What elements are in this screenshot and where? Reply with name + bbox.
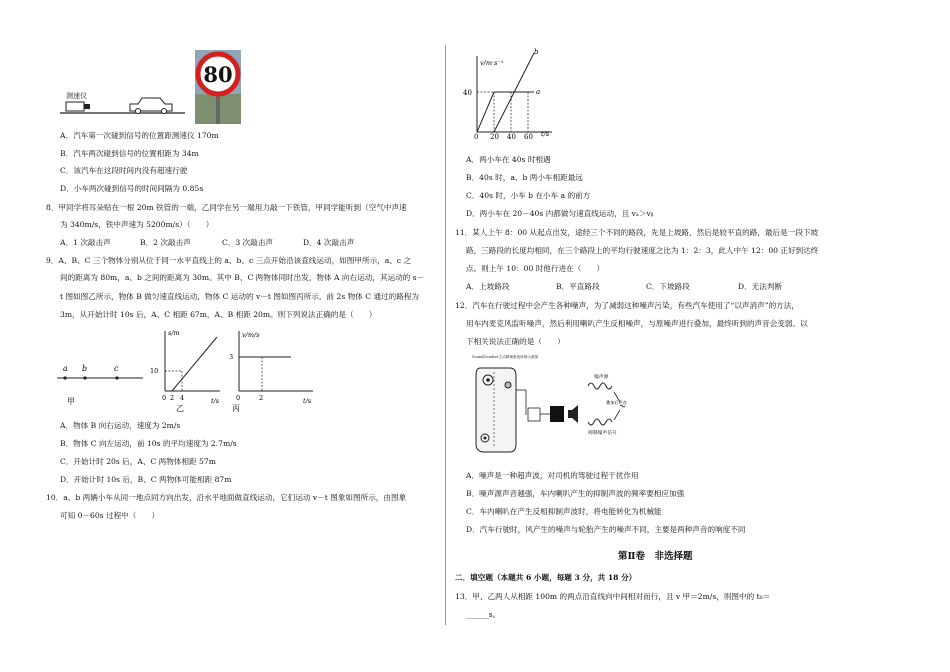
bing-xtick-2: 2: [259, 394, 264, 402]
series-b-label: b: [534, 48, 539, 56]
bing-xtick-0: 0: [236, 394, 241, 402]
speaker-icon: [568, 405, 578, 423]
q13-stem-line1: 13．甲、乙两人从相距 100m 的两点沿直线向中间相对而行，且 v 甲＝2m/s，则图中的 t₀＝: [455, 592, 771, 601]
q12-option-c[interactable]: C．车内喇叭在产生反相抑制声波时，将电能转化为机械能: [466, 507, 662, 516]
yi-ytick: 10: [150, 367, 159, 375]
fill-in-blank-header: 二．填空题（本题共 6 小题，每题 3 分，共 18 分）: [455, 573, 637, 582]
anti-noise-wave: [588, 419, 612, 425]
q9-figure-yi: [145, 325, 225, 415]
q11-option-c[interactable]: C．下坡路段: [646, 282, 690, 291]
q8-stem-line2: 为 340m/s，铁中声速为 5200m/s）（ ）: [60, 220, 214, 229]
fig-bing-caption: 丙: [232, 404, 240, 413]
speed-limit-sign: [195, 50, 241, 124]
noise-source-label: 噪声源: [594, 375, 609, 380]
q9-stem-line1: 9．A、B、C 三个物体分别从位于同一水平直线上的 a、b、c 三点开始沿该直线运动，如图甲所示，a、c 之: [46, 256, 412, 265]
q10-stem-line2: 可知 0－60s 过程中（ ）: [60, 511, 160, 520]
q12-stem-line2: 用车内麦克风监听噪声，然后利用喇叭产生反相噪声，与原噪声进行叠加，最终听到的声音会变弱。以: [466, 319, 808, 328]
fig-yi-caption: 乙: [176, 404, 184, 413]
q12-noise-cancel-diagram: [470, 350, 635, 460]
q10-option-c[interactable]: C．40s 时，小车 b 在小车 a 的前方: [466, 191, 591, 200]
q9-stem-line4: 3m，从开始计时 10s 后，A、C 相距 67m，A、B 相距 20m。则下列说法正确的是（ ）: [60, 310, 377, 319]
diagram-title: SoundComfort主动降噪系统原理示意图: [472, 355, 539, 359]
amplifier-box: [550, 406, 564, 422]
q10-xtick-40: 40: [507, 133, 516, 140]
q11-stem-line3: 点。则上午 10：00 时他行进在（ ）: [466, 264, 605, 273]
q8-option-c[interactable]: C．3 次敲击声: [222, 238, 274, 247]
q9-figure-bing: [225, 325, 320, 415]
q12-stem-line1: 12．汽车在行驶过程中会产生各种噪声，为了减弱这种噪声污染，有些汽车使用了“以声消声”的方法，: [455, 301, 799, 310]
speed-gun-icon: [66, 102, 90, 111]
section-2-title: 第Ⅱ卷 非选择题: [618, 551, 693, 562]
yi-ylabel: s/m: [168, 329, 180, 337]
yi-xtick-4: 4: [180, 394, 185, 402]
q9-stem-line3: t 图如图乙所示，物体 B 做匀速直线运动，物体 C 运动的 v－t 图如图丙所示，前 2s 物体 C 通过的路程为: [60, 292, 420, 301]
q11-option-d[interactable]: D．无法判断: [738, 282, 783, 291]
column-divider: [445, 45, 446, 625]
q9-figure-jia: [55, 355, 145, 410]
q8-option-b[interactable]: B．2 次敲击声: [140, 238, 191, 247]
q7-option-d[interactable]: D．小车两次碰到信号的时间间隔为 0.85s: [60, 184, 204, 193]
series-a-line-rise: [477, 92, 494, 132]
q7-figure: [60, 50, 250, 128]
q10-xtick-0: 0: [474, 133, 479, 140]
fig-jia-caption: 甲: [67, 397, 75, 406]
q10-xlabel: t/s: [541, 130, 550, 138]
yi-xtick-2: 2: [170, 394, 175, 402]
q13-answer-blank[interactable]: ______s。: [466, 610, 501, 619]
q7-option-b[interactable]: B．汽车两次碰到信号的位置相距为 34m: [60, 149, 199, 158]
series-a-label: a: [536, 88, 541, 96]
q9-option-c[interactable]: C．开始计时 20s 后，A、C 两物体相距 57m: [60, 457, 216, 466]
q10-ytick: 40: [463, 89, 472, 97]
speed-sign-number: 80: [203, 62, 233, 87]
q11-stem-line1: 11．某人上午 8：00 从起点出发，途经三个不同的路段，先是上坡路，然后是较平直的路，最后是一段下坡: [455, 228, 819, 237]
q12-option-b[interactable]: B．噪声源声音越强，车内喇叭产生的抑制声波的频率要相应加强: [466, 489, 685, 498]
q9-option-b[interactable]: B．物体 C 向左运动，前 10s 的平均速度为 2.7m/s: [60, 439, 237, 448]
point-a-label: a: [63, 364, 68, 373]
q8-option-d[interactable]: D．4 次敲击声: [303, 238, 355, 247]
q10-xtick-20: 20: [490, 133, 499, 140]
anti-noise-label: 抑制噪声信号: [588, 431, 617, 436]
q9-stem-line2: 间的距离为 80m，a、b 之间的距离为 30m。其中 B、C 两物体同时出发，物体 A 向右运动，其运动的 s－: [60, 273, 425, 282]
q12-option-d[interactable]: D．汽车行驶时，风产生的噪声与轮胎产生的噪声不同，主要是两种声音的响度不同: [466, 525, 746, 534]
noise-wave: [588, 383, 612, 389]
bing-ytick: 3: [229, 353, 234, 361]
q12-stem-line3: 下相关说法正确的是（ ）: [466, 337, 565, 346]
q8-stem-line1: 8．甲同学将耳朵贴在一根 20m 铁管的一端，乙同学在另一端用力敲一下铁管，甲同学能听到（空气中声速: [46, 203, 407, 212]
q9-option-d[interactable]: D．开始计时 10s 后，B、C 两物体可能相距 87m: [60, 475, 232, 484]
yi-line: [172, 337, 217, 391]
q10-ylabel: v/m·s⁻¹: [480, 59, 504, 67]
q7-option-a[interactable]: A．汽车第一次碰到信号的位置距测速仪 170m: [60, 131, 219, 140]
q9-option-a[interactable]: A．物体 B 向右运动，速度为 2m/s: [60, 421, 181, 430]
bing-ylabel: v/m/s: [242, 331, 260, 339]
processor-box: [528, 408, 540, 421]
yi-xlabel: t/s: [211, 397, 220, 405]
q10-option-d[interactable]: D．两小车在 20－40s 内都做匀速直线运动，且 vₐ＞vᵦ: [466, 209, 654, 218]
q10-stem-line1: 10．a，b 两辆小车从同一地点同方向出发，沿水平地面做直线运动，它们运动 v－t 图象如图所示，由图象: [46, 493, 407, 502]
q10-vt-chart: [452, 48, 562, 140]
q7-option-c[interactable]: C．该汽车在这段时间内没有超速行驶: [60, 166, 188, 175]
q11-option-a[interactable]: A．上坡路段: [466, 282, 510, 291]
q12-option-a[interactable]: A．噪声是一种超声波，对司机的驾驶过程干扰作用: [466, 471, 639, 480]
combined-sound-label: 叠加后声音: [606, 400, 627, 405]
car-topview-icon: [476, 368, 516, 452]
q7-device-label: 测速仪: [66, 92, 87, 100]
point-b-label: b: [82, 364, 88, 373]
point-c-label: c: [114, 364, 119, 373]
q8-option-a[interactable]: A．1 次敲击声: [60, 238, 111, 247]
q10-xtick-60: 60: [524, 133, 533, 140]
q11-stem-line2: 路，三路段的长度均相同，在三个路段上的平均行驶速度之比为 1：2：3，此人中午 12：00 正好到达终: [466, 246, 819, 255]
bing-xlabel: t/s: [303, 397, 312, 405]
q10-option-b[interactable]: B．40s 时，a、b 两小车相距最远: [466, 173, 583, 182]
car-icon: [130, 98, 172, 114]
q11-option-b[interactable]: B．平直路段: [556, 282, 600, 291]
yi-xtick-0: 0: [162, 394, 167, 402]
q10-option-a[interactable]: A．两小车在 40s 时相遇: [466, 155, 551, 164]
